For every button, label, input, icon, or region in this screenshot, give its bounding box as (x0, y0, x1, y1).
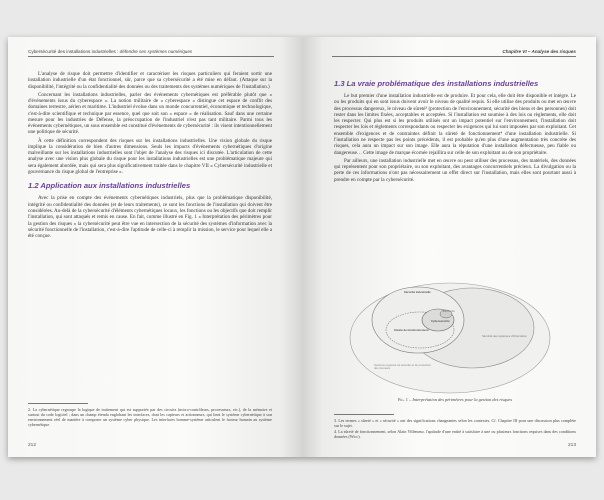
footnotes-right (334, 414, 576, 440)
diagram-svg (334, 274, 576, 394)
paragraph: L'analyse de risque doit permettre d'identifier et caractériser les risques particuliers qui feraient sortir une installation industrielle d'un état fonctionnel, sûr, parce que sa cybersécurité a été mise en défaut. (Attaque sur la disponibilité, l'intégrité ou la confidentialité des données ou des traitements des systèmes numériques de l'installation.) (28, 71, 272, 90)
section-heading: 1.2 Application aux installations industrielles (28, 181, 191, 191)
footnote: 3. Les termes « sûreté » et « sécurité » ont des significations changeantes selon les contextes. Cf. Chapitre III pour une discussion plus complète sur le sujet. (334, 418, 576, 428)
label-elements: Éléments (443, 309, 455, 313)
figure-caption (334, 397, 576, 402)
paragraph: Concernant les installations industrielles, parler des événements cybernétiques est préférable plutôt que « d'événements issus du cyberespace ». La notion militaire de « cyberespace » distingue cet espace de conflit des domaines terrestre, aérien et maritime. L'industriel évolue dans un monde concurrentiel, économique et technologique, c'est-à-dire scientifique et technique par essence, quel que soit son « espace » de réalisation. Sauf dans une certaine mesure pour les industries de Défense, la préoccupation de l'industriel n'est pas tant militaire. Parmi tous les événements cybernétiques, un sous ensemble est constitué d'événements de cybersécurité : ils visent intentionnellement une politique de sécurité. (28, 91, 272, 136)
running-head-right: Chapitre VI – Analyse des risques (502, 49, 576, 54)
running-head-subtitle: défendre ses systèmes numériques (119, 49, 193, 54)
running-head-title: Cybersécurité des installations industrielles : (28, 49, 120, 54)
paragraph: À cette définition correspondent des risques sur les installations industrielles. Une vision globale du risque implique la considération de bien d'autres dimensions. Seuls les impacts d'événements cybernétiques d'origine malveillante sur les installations industrielles sont l'objet de l'analyse des risques ici discutée. L'articulation de cette analyse avec une vision plus globale du risque pour les installations industrielles est une problématique majeure qui sera également abordée, mais qui sera plus significativement traitée dans le chapitre VII « Cybersécurité industrielle et gouvernance du risque global de l'entreprise ». (28, 137, 272, 176)
footnote: 2. La cybernétique regroupe la logique de traitement qui est supportée par des circuits (micro-contrôleurs, processeurs, etc.), de la mémoire et surtout du code logiciel ; dans un champ étendu englobant les interfaces, dont les capteurs et actionneurs, qui lient le système cybernétique à son environnement réel de manière à composer un système cyber physique. Les interfaces homme-système articulent le facteur humain au système cybernétique. (28, 407, 272, 427)
header-rule (28, 56, 274, 57)
paragraph: Par ailleurs, une installation industrielle met en œuvre ou peut utiliser des processus, des matériels, des données qui représentent pour son propriétaire, ou son exploitant, des avantages concurrentiels précieux. La divulgation ou la perte de ces informations n'ont pas nécessairement un effet direct sur l'installation, mais elles sont pourtant aussi à prendre en compte par la cybersécurité. (334, 157, 576, 183)
figure-caption-text: Interprétation des périmètres pour la gestion des risques (412, 397, 513, 402)
page-number: 212 (28, 443, 37, 448)
label-cybersecurity: Cybersécurité (431, 319, 450, 323)
footnotes-left (28, 403, 272, 428)
paragraph: Le but premier d'une installation industrielle est de produire. Et pour cela, elle doit être disponible et intègre. Le ou les produits qui en sont issus doivent avoir le niveau de qualité requis. Si elle utilise des produits ou met en œuvre des processus dangereux, le niveau de sûreté³ (protection de l'environnement, sécurité des biens et des personnes) doit rester dans les limites fixées, acceptables et acceptées. Si l'installation est soumise à des lois ou règlements, elle doit les respecter. Qui plus est si les produits utilisés ont un impact potentiel sur l'environnement, l'installation doit respecter les lois et règlements correspondants ou respecter les exigences qui lui sont imposées par son exploitant. Cet ensemble d'exigences et de contraintes définit la sûreté de fonctionnement⁴ d'une installation industrielle. Si l'installation ne respecte pas les points précédents, il est probable qu'en plus d'une augmentation très concrète des risques, cela aura un impact sur son image. Elle aura la réputation d'une installation défectueuse, peu fiable ou dangereuse… Cette image de marque écornée rejaillira sur celle de son exploitant ou de son propriétaire. (334, 93, 576, 156)
left-body-text (28, 71, 272, 241)
footnote: 4. La sûreté de fonctionnement, selon Alain Villemeur, l'aptitude d'une entité à satisfaire à une ou plusieurs fonctions requises dans des conditions données (Wicc). (334, 429, 576, 439)
left-page (8, 37, 302, 457)
label-organized-system: Système organisé de sécurité et de protection des données (374, 363, 431, 371)
footnote-rule (334, 414, 394, 415)
book-spread (8, 37, 596, 457)
paragraph: Avec la prise en compte des événements cybernétiques industriels, plus que la problématique disponibilité, intégrité ou confidentialité des données (et de leurs traitements), ce sont les fonctions de l'installation qui doivent être considérées. Au-delà de la cybersécurité d'éléments cybernétiques locaux, les fonctions ou les objectifs que doit remplir l'installation, qui sont attaqués et remis en cause. En fait, comme illustré en Fig. 1 « Interprétation des périmètres pour la gestion des risques » la cybersécurité peut être vue en intersection de la sécurité des systèmes d'information avec la sécurité fonctionnelle de l'installation, c'est-à-dire l'aptitude de celle-ci à remplir la mission, le service pour lequel elle a été conçue. (28, 195, 272, 240)
label-industrial-safety: Sécurité industrielle (404, 290, 431, 294)
page-number: 213 (567, 443, 576, 448)
section-heading: 1.3 La vraie problématique des installations industrielles (334, 79, 539, 88)
label-dependability: Sûreté de fonctionnement (394, 328, 429, 332)
running-head-left (28, 49, 192, 54)
figure-number: Fig. 1 – (397, 397, 412, 402)
perimeter-diagram (334, 274, 576, 394)
header-rule (332, 56, 576, 57)
right-page (302, 37, 596, 457)
label-information-security: Sécurité des systèmes d'information (482, 334, 527, 338)
right-body-text (334, 71, 576, 185)
footnote-rule (28, 403, 88, 404)
